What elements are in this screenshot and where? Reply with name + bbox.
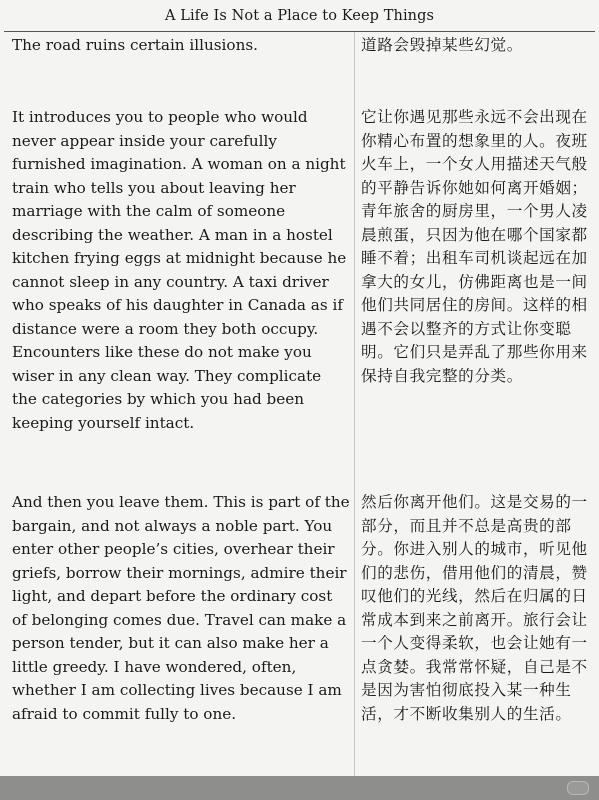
chinese-paragraph-2: 它让你遇见那些永远不会出现在你精心布置的想象里的人。夜班火车上，一个女人用描述天气般的平静告诉你她如何离开婚姻；青年旅舍的厨房里，一个男人凌晨煎蛋，只因为他在哪个国家都睡不着；出租车司机谈起远在加拿大的女儿，仿佛距离也是一间他们共同居住的房间。这样的相遇不会以整齐的方式让你变聪明。它们只是弄乱了那些你用来保持自我完整的分类。 <box>361 108 588 385</box>
chinese-paragraph-3: 然后你离开他们。这是交易的一部分，而且并不总是高贵的部分。你进入别人的城市，听见他们的悲伤，借用他们的清晨，赞叹他们的光线，然后在归属的日常成本到来之前离开。旅行会让一个人变得柔软，也会让她有一点贪婪。我常常怀疑，自己是不是因为害怕彻底投入某一种生活，才不断收集别人的生活。 <box>361 493 588 723</box>
page-title: A Life Is Not a Place to Keep Things <box>164 8 435 24</box>
column-divider <box>354 32 355 776</box>
header-divider <box>4 31 595 32</box>
footer-bar <box>0 776 599 800</box>
watermark-icon <box>567 781 589 795</box>
english-paragraph-3: And then you leave them. This is part of the bargain, and not always a noble part. You enter other people’s cities, overhear their griefs, borrow their mornings, admire their light, and depart before the ordinary cost of belonging comes due. Travel can make a person tender, but it can also make her a little greedy. I have wondered, often, whether I am collecting lives because I am afraid to commit fully to one. <box>12 493 350 723</box>
english-paragraph-1: The road ruins certain illusions. <box>12 36 258 54</box>
english-paragraph-2: It introduces you to people who would never appear inside your carefully furnished imagination. A woman on a night train who tells you about leaving her marriage with the calm of someone describing the weather. A man in a hostel kitchen frying eggs at midnight because he cannot sleep in any country. A taxi driver who speaks of his daughter in Canada as if distance were a room they both occupy. Encounters like these do not make you wiser in any clean way. They complicate the categories by which you had been keeping yourself intact. <box>12 108 347 432</box>
chinese-paragraph-1: 道路会毁掉某些幻觉。 <box>361 36 523 54</box>
